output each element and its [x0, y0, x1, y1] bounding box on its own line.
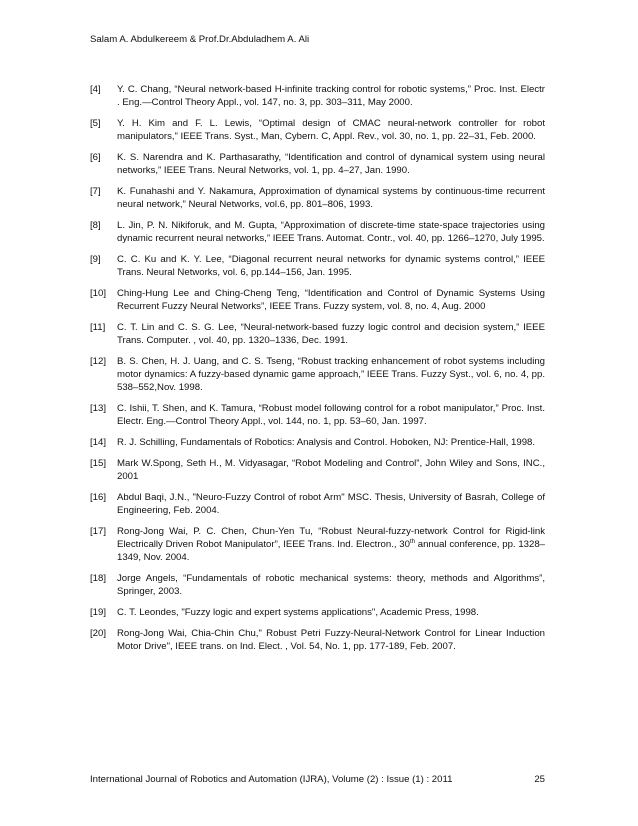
- reference-number: [7]: [90, 186, 101, 197]
- reference-item: [90, 253, 545, 279]
- reference-number: [16]: [90, 492, 107, 503]
- reference-text: Jorge Angels, “Fundamentals of robotic mechanical systems: theory, methods and Algorithms”, Springer, 2003.: [117, 573, 545, 597]
- reference-text: C. T. Leondes, "Fuzzy logic and expert systems applications", Academic Press, 1998.: [117, 607, 479, 618]
- reference-text: Abdul Baqi, J.N., "Neuro-Fuzzy Control of robot Arm" MSC. Thesis, University of Basrah, College of Engineering, Feb. 2004.: [117, 492, 545, 516]
- reference-item: [90, 402, 545, 428]
- reference-text: Rong-Jong Wai, Chia-Chin Chu," Robust Petri Fuzzy-Neural-Network Control for Linear Induction Motor Drive", IEEE trans. on Ind. Elect. , Vol. 54, No. 1, pp. 177-189, Feb. 2007.: [117, 628, 545, 652]
- reference-item: [90, 457, 545, 483]
- reference-item: [90, 117, 545, 143]
- ordinal-superscript: th: [409, 538, 415, 545]
- reference-number: [11]: [90, 322, 106, 333]
- reference-number: [19]: [90, 607, 107, 618]
- reference-number: [14]: [90, 437, 107, 448]
- reference-text: C. Ishii, T. Shen, and K. Tamura, “Robust model following control for a robot manipulator,” Proc. Inst. Electr. Eng.—Control Theory Appl., vol. 144, no. 1, pp. 53–60, Jan. 1997.: [117, 403, 545, 427]
- reference-item: [90, 321, 545, 347]
- reference-number: [6]: [90, 152, 101, 163]
- reference-number: [9]: [90, 254, 101, 265]
- running-head: Salam A. Abdulkereem & Prof.Dr.Abduladhem A. Ali: [90, 34, 310, 45]
- reference-text: Y. H. Kim and F. L. Lewis, “Optimal design of CMAC neural-network controller for robot manipulators,” IEEE Trans. Syst., Man, Cybern. C, Appl. Rev., vol. 30, no. 1, pp. 22–31, Feb. 2000.: [117, 118, 545, 142]
- reference-text: C. C. Ku and K. Y. Lee, “Diagonal recurrent neural networks for dynamic systems control,” IEEE Trans. Neural Networks, vol. 6, pp.144–156, Jan. 1995.: [117, 254, 545, 278]
- reference-number: [15]: [90, 458, 107, 469]
- journal-citation: International Journal of Robotics and Automation (IJRA), Volume (2) : Issue (1) : 2011: [90, 774, 453, 785]
- reference-text: L. Jin, P. N. Nikiforuk, and M. Gupta, “Approximation of discrete-time state-space trajectories using dynamic recurrent neural networks,” IEEE Trans. Automat. Contr., vol. 40, pp. 1266–1270, July 1995.: [117, 220, 545, 244]
- reference-number: [4]: [90, 84, 101, 95]
- reference-item: [90, 355, 545, 394]
- reference-item: [90, 151, 545, 177]
- reference-text: B. S. Chen, H. J. Uang, and C. S. Tseng, “Robust tracking enhancement of robot systems including motor dynamics: A fuzzy-based dynamic game approach,” IEEE Trans. Fuzzy Syst., vol. 6, no. 4, pp. 538–552,Nov. 1998.: [117, 356, 545, 393]
- reference-item: [90, 436, 545, 449]
- reference-item: [90, 627, 545, 653]
- reference-item: [90, 185, 545, 211]
- reference-number: [18]: [90, 573, 107, 584]
- reference-number: [17]: [90, 526, 107, 537]
- reference-text-part: Rong-Jong Wai, P. C. Chen, Chun-Yen Tu, “Robust Neural-fuzzy-network Control for Rigid-link Electrically Driven Robot Manipulator”, IEEE Trans. Ind. Electron., 30: [117, 526, 545, 550]
- reference-text: K. S. Narendra and K. Parthasarathy, “Identification and control of dynamical system using neural networks,” IEEE Trans. Neural Networks, vol. 1, pp. 4–27, Jan. 1990.: [117, 152, 545, 176]
- reference-number: [5]: [90, 118, 101, 129]
- reference-item: [90, 572, 545, 598]
- reference-number: [10]: [90, 288, 107, 299]
- reference-text: Ching-Hung Lee and Ching-Cheng Teng, “Identification and Control of Dynamic Systems Using Recurrent Fuzzy Neural Networks”, IEEE Trans. Fuzzy system, vol. 8, no. 4, Aug. 2000: [117, 288, 545, 312]
- reference-item: [90, 491, 545, 517]
- reference-number: [13]: [90, 403, 107, 414]
- reference-item: [90, 83, 545, 109]
- reference-text: Mark W.Spong, Seth H., M. Vidyasagar, “Robot Modeling and Control”, John Wiley and Sons, INC., 2001: [117, 458, 545, 482]
- reference-text: [117, 525, 545, 564]
- reference-list: [90, 83, 545, 661]
- reference-number: [20]: [90, 628, 107, 639]
- reference-text: K. Funahashi and Y. Nakamura, Approximation of dynamical systems by continuous-time recurrent neural network,” Neural Networks, vol.6, pp. 801–806, 1993.: [117, 186, 545, 210]
- reference-text: R. J. Schilling, Fundamentals of Robotics: Analysis and Control. Hoboken, NJ: Prentice-Hall, 1998.: [117, 437, 536, 448]
- reference-item: [90, 219, 545, 245]
- reference-item: [90, 525, 545, 564]
- reference-item: [90, 287, 545, 313]
- reference-text: C. T. Lin and C. S. G. Lee, “Neural-network-based fuzzy logic control and decision system,” IEEE Trans. Computer. , vol. 40, pp. 1320–1336, Dec. 1991.: [117, 322, 545, 346]
- reference-item: [90, 606, 545, 619]
- reference-number: [8]: [90, 220, 101, 231]
- reference-text: Y. C. Chang, “Neural network-based H-infinite tracking control for robotic systems,” Proc. Inst. Electr . Eng.—Control Theory Appl., vol. 147, no. 3, pp. 303–311, May 2000.: [117, 84, 545, 108]
- reference-text-part: annual conference, pp. 1328–1349, Nov. 2004.: [117, 539, 546, 563]
- reference-number: [12]: [90, 356, 107, 367]
- page-number: 25: [534, 774, 545, 785]
